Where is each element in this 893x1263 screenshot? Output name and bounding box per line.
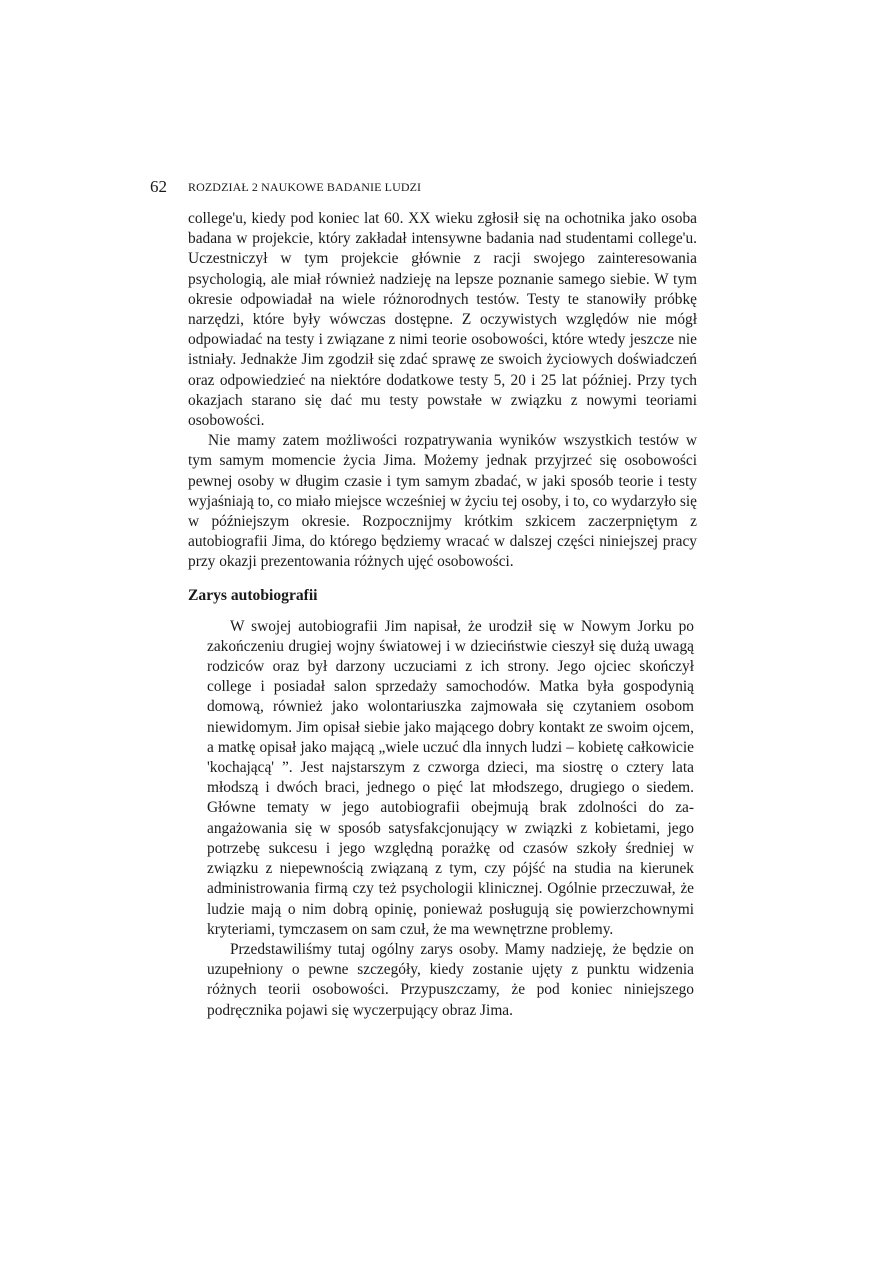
chapter-title: ROZDZIAŁ 2 NAUKOWE BADANIE LUDZI xyxy=(188,180,422,194)
excerpt-paragraph: Przedstawiliśmy tutaj ogólny zarys osoby. Mamy nadzieję, że będzie on uzupełniony o pewne szczegóły, kiedy zostanie ujęty z punktu widzenia różnych teorii osobowości. Przypuszczamy, że pod koniec niniejszego podręcznika pojawi się wyczerpujący obraz Jima. xyxy=(207,940,694,1019)
excerpt-paragraph: W swojej autobiografii Jim napisał, że urodził się w Nowym Jorku po zakończeniu drugiej wojny światowej i w dzieciństwie cieszył się dużą uwagą rodziców oraz był darzony uczuciami z ich strony. Jego ojciec skończył college i posiadał salon sprzedaży samochodów. Matka była gospodynią domową, również jako wolontariuszka zajmowała się czytaniem osobom niewidomym. Jim opisał siebie jako mającego dobry kontakt ze swoim ojcem, a matkę opisał jako mającą „wiele uczuć dla innych ludzi – kobietę całkowicie 'kochającą' ”. Jest najstarszym z czworga dzieci, ma siostrę o cztery lata młodszą i dwóch braci, jednego o pięć lat młodszego, drugiego o siedem. Główne tematy w jego autobiografii obejmują brak zdolności do zaangażowania się w sposób satysfakcjonujący w związki z kobietami, jego potrzebę sukcesu i jego względną porażkę od czasów szkoły średniej w związku z niepewnością związaną z tym, czy pójść na studia na kierunek administrowania firmą czy też psychologii klinicznej. Ogólnie przeczuwał, że ludzie mają o nim dobrą opinię, ponieważ posługują się powierzchownymi kryteriami, tymczasem on sam czuł, że ma wewnętrzne problemy. xyxy=(207,617,694,938)
paragraph: Nie mamy zatem możliwości rozpatrywania wyników wszystkich testów w tym samym momencie życia Jima. Możemy jednak przyjrzeć się osobowości pewnej osoby w długim czasie i tym samym zbadać, w jaki sposób teorie i testy wyjaśniają to, co miało miejsce wcześniej w życiu tej osoby, i to, co wydarzyło się w późniejszym okresie. Rozpocznijmy krótkim szkicem zaczerpniętym z autobiografii Jima, do którego będziemy wracać w dalszej części niniejszej pracy przy okazji prezentowania różnych ujęć osobowości. xyxy=(188,432,697,571)
running-header xyxy=(150,176,710,198)
section-heading: Zarys autobiografii xyxy=(188,586,318,604)
paragraph: college'u, kiedy pod koniec lat 60. XX wieku zgłosił się na ochotnika jako osoba badana w projekcie, który zakładał intensywne badania nad studentami college'u. Uczestniczył w tym projekcie głównie z racji swojego zainteresowania psychologią, ale miał również nadzieję na lepsze poznanie samego siebie. W tym okresie odpowiadał na wiele różnorodnych testów. Testy te stanowiły próbkę narzędzi, które były wówczas dostępne. Z oczywistych względów nie mógł odpowiadać na testy i związane z nimi teorie osobowości, które wtedy jeszcze nie istniały. Jednakże Jim zgodził się zdać sprawę ze swoich życiowych doświadczeń oraz odpowiedzieć na niektóre dodatkowe testy 5, 20 i 25 lat później. Przy tych okazjach starano się dać mu testy powstałe w związku z nowymi teoriami osobowości. xyxy=(188,210,697,430)
autobiography-excerpt xyxy=(188,617,697,1021)
page-number: 62 xyxy=(150,177,167,196)
page-body xyxy=(188,209,697,1021)
